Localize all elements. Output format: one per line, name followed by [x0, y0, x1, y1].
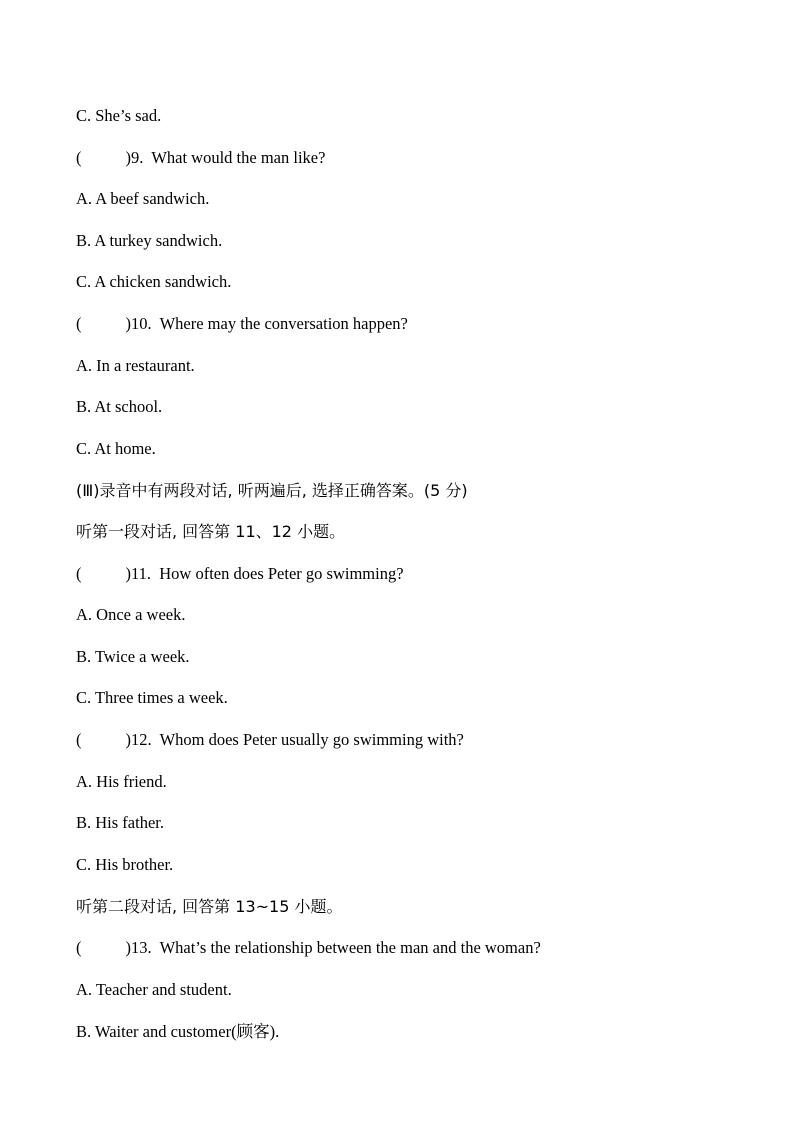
answer-blank-close: ) — [125, 938, 131, 957]
option-q12-b: B. His father. — [76, 813, 164, 832]
section-heading: (Ⅲ)录音中有两段对话, 听两遍后, 选择正确答案。(5 分) — [76, 481, 468, 500]
question-text: 13. What’s the relationship between the man and the woman? — [131, 938, 541, 957]
option-q10-a: A. In a restaurant. — [76, 356, 195, 375]
option-q12-c: C. His brother. — [76, 855, 174, 874]
question-text: 11. How often does Peter go swimming? — [131, 564, 404, 583]
question-12 — [76, 730, 464, 750]
option-q9-b: B. A turkey sandwich. — [76, 231, 223, 250]
option-q9-a: A. A beef sandwich. — [76, 189, 210, 208]
answer-blank-close: ) — [125, 730, 131, 749]
question-10 — [76, 314, 408, 334]
answer-blank-close: ) — [125, 564, 131, 583]
dialog-2-instruction: 听第二段对话, 回答第 13~15 小题。 — [76, 897, 343, 916]
answer-blank-close: ) — [125, 148, 131, 167]
dialog-1-instruction: 听第一段对话, 回答第 11、12 小题。 — [76, 522, 346, 541]
answer-blank-open: ( — [76, 148, 82, 167]
question-9 — [76, 148, 325, 168]
option-q10-b: B. At school. — [76, 397, 163, 416]
option-q10-c: C. At home. — [76, 439, 156, 458]
answer-blank-open: ( — [76, 938, 82, 957]
answer-blank-open: ( — [76, 730, 82, 749]
option-q11-c: C. Three times a week. — [76, 688, 228, 707]
option-q11-a: A. Once a week. — [76, 605, 186, 624]
option-q13-a: A. Teacher and student. — [76, 980, 232, 999]
question-text: 10. Where may the conversation happen? — [131, 314, 408, 333]
question-text: 12. Whom does Peter usually go swimming with? — [131, 730, 464, 749]
answer-blank-close: ) — [125, 314, 131, 333]
question-11 — [76, 564, 404, 584]
answer-blank-open: ( — [76, 314, 82, 333]
option-q9-c: C. A chicken sandwich. — [76, 272, 232, 291]
option-q12-a: A. His friend. — [76, 772, 167, 791]
question-text: 9. What would the man like? — [131, 148, 326, 167]
option-q8-c: C. She’s sad. — [76, 106, 162, 125]
question-13 — [76, 938, 541, 958]
answer-blank-open: ( — [76, 564, 82, 583]
option-q13-b: B. Waiter and customer(顾客). — [76, 1022, 280, 1041]
option-q11-b: B. Twice a week. — [76, 647, 190, 666]
